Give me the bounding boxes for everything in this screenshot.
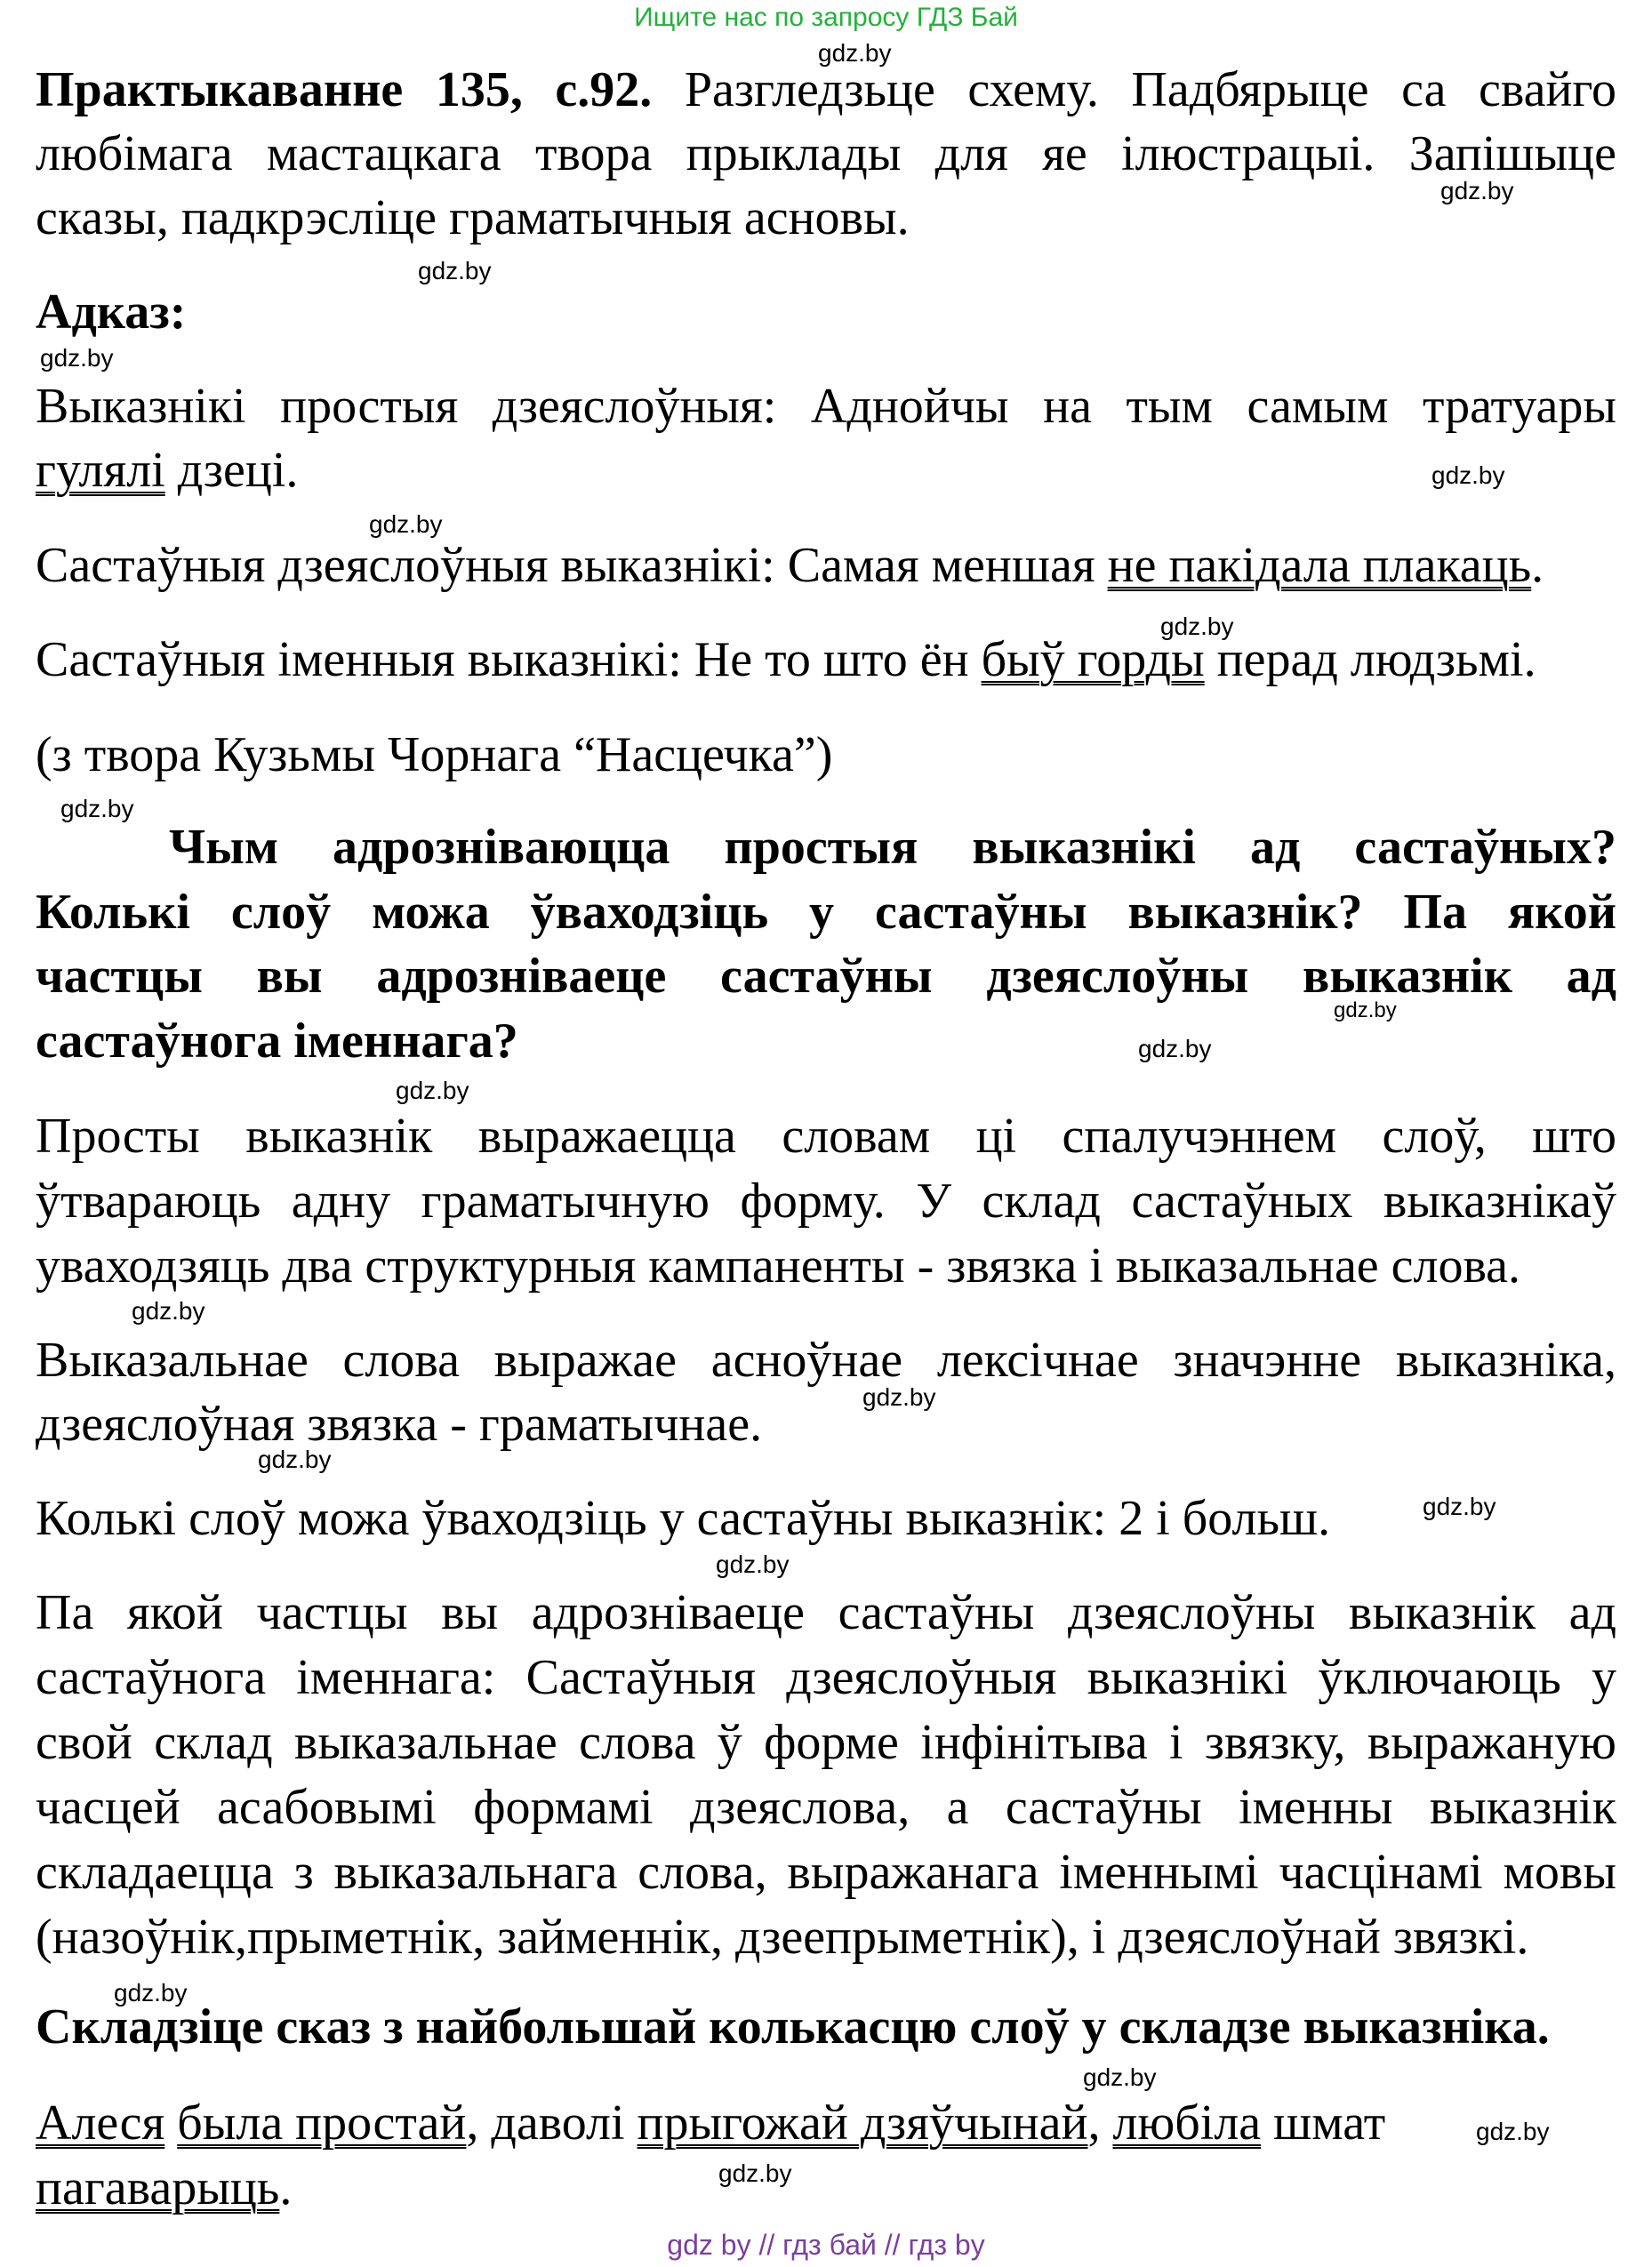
answer-line: Па якой частцы вы адрозніваеце састаўны дзеяслоўны выказнік ад — [36, 1585, 1616, 1640]
answer-line: дзеяслоўная звязка - граматычнае. — [36, 1397, 763, 1452]
example-line — [36, 536, 1616, 595]
subject: Алеся — [36, 2095, 165, 2151]
example-text: дзеці. — [164, 443, 299, 498]
answer-line: Просты выказнік выражаецца словам ці спалучэннем слоў, што — [36, 1109, 1616, 1164]
watermark: gdz.by — [258, 1446, 332, 1473]
sentence-text: , — [1087, 2095, 1113, 2151]
watermark: gdz.by — [818, 39, 892, 67]
watermark: gdz.by — [1334, 998, 1397, 1022]
sentence-text: , даволі — [466, 2095, 638, 2151]
question-line: частцы вы адрозніваеце састаўны дзеяслоўны выказнік ад — [36, 949, 1616, 1004]
watermark: gdz.by — [718, 2159, 792, 2187]
watermark: gdz.by — [1440, 177, 1514, 204]
predicate: пагаварыць — [36, 2160, 280, 2215]
watermark: gdz.by — [716, 1550, 790, 1578]
example-line — [36, 630, 1616, 689]
predicate: прыгожай дзяўчынай — [637, 2095, 1088, 2151]
watermark: gdz.by — [1160, 613, 1234, 640]
task-line: сказы, падкрэсліце граматычныя асновы. — [36, 190, 910, 245]
answer-line: Колькі слоў можа ўваходзіць у састаўны выказнік: 2 і больш. — [36, 1491, 1331, 1546]
answer-heading: Адказ: — [36, 284, 187, 340]
predicate: быў горды — [981, 632, 1205, 687]
question-line: Чым адрозніваюцца простыя выказнікі ад састаўных? — [169, 820, 1616, 875]
predicate: любіла — [1112, 2095, 1262, 2151]
task-line: любімага мастацкага твора прыклады для яе ілюстрацыі. Запішыце — [36, 126, 1616, 181]
example-text: Састаўныя дзеяслоўныя выказнікі: Самая меншая — [36, 538, 1108, 593]
question-line: Колькі слоў можа ўваходзіць у састаўны выказнік? Па якой — [36, 885, 1616, 940]
footer-links[interactable]: gdz by // гдз бай // гдз by — [667, 2229, 985, 2261]
watermark: gdz.by — [60, 795, 134, 822]
watermark: gdz.by — [1083, 2063, 1157, 2091]
example-text: перад людзьмі. — [1204, 632, 1536, 687]
final-sentence — [36, 2159, 1616, 2217]
watermark: gdz.by — [132, 1297, 205, 1325]
watermark: gdz.by — [369, 510, 443, 538]
watermark: gdz.by — [862, 1383, 936, 1411]
example-line — [36, 441, 1616, 500]
answer-line: уваходзяць два структурныя кампаненты - звязка і выказальнае слова. — [36, 1238, 1521, 1294]
source-note: (з твора Кузьмы Чорнага “Насцечка”) — [36, 727, 833, 782]
watermark: gdz.by — [1476, 2118, 1550, 2145]
watermark: gdz.by — [40, 344, 114, 372]
task2-heading: Складзіце сказ з найбольшай колькасцю слоў у складзе выказніка. — [36, 1999, 1550, 2055]
predicate: не пакідала плакаць — [1107, 538, 1532, 593]
answer-line: складаецца з выказальнага слова, выражанага іменнымі часцінамі мовы — [36, 1845, 1616, 1900]
watermark: gdz.by — [418, 257, 492, 284]
site-banner[interactable]: Ищите нас по запросу ГДЗ Бай — [634, 3, 1018, 32]
sentence-text: шмат — [1261, 2095, 1386, 2151]
answer-line: ўтвараюць адну граматычную форму. У склад састаўных выказнікаў — [36, 1174, 1616, 1229]
predicate: гулялі — [36, 443, 165, 498]
question-line: састаўнога іменнага? — [36, 1013, 518, 1069]
task-label: Практыкаванне 135, с.92. — [36, 62, 653, 117]
watermark: gdz.by — [1431, 461, 1505, 489]
answer-line: (назоўнік,прыметнік, займеннік, дзеепрыметнік), і дзеяслоўнай звязкі. — [36, 1910, 1529, 1965]
task-text: Разгледзьце схему. Падбярыце са свайго — [684, 62, 1617, 117]
watermark: gdz.by — [1138, 1035, 1212, 1062]
watermark: gdz.by — [396, 1077, 469, 1104]
task-line — [36, 60, 1616, 119]
answer-line: часцей асабовымі формамі дзеяслова, а састаўны іменны выказнік — [36, 1780, 1616, 1835]
predicate: была простай — [177, 2095, 467, 2151]
answer-line: свой склад выказальнае слова ў форме інфінітыва і звязку, выражаную — [36, 1715, 1616, 1770]
sentence-text: . — [279, 2160, 293, 2215]
watermark: gdz.by — [1423, 1493, 1496, 1520]
answer-line: Выказальнае слова выражае асноўнае лексічнае значэнне выказніка, — [36, 1333, 1616, 1388]
answer-line: састаўнога іменнага: Састаўныя дзеяслоўныя выказнікі ўключаюць у — [36, 1650, 1616, 1705]
example-text: Састаўныя іменныя выказнікі: Не то што ён — [36, 632, 982, 687]
watermark: gdz.by — [114, 1979, 188, 2007]
example-line: Выказнікі простыя дзеяслоўныя: Аднойчы на тым самым тратуары — [36, 379, 1616, 434]
final-sentence — [36, 2094, 1616, 2152]
example-text: . — [1531, 538, 1544, 593]
